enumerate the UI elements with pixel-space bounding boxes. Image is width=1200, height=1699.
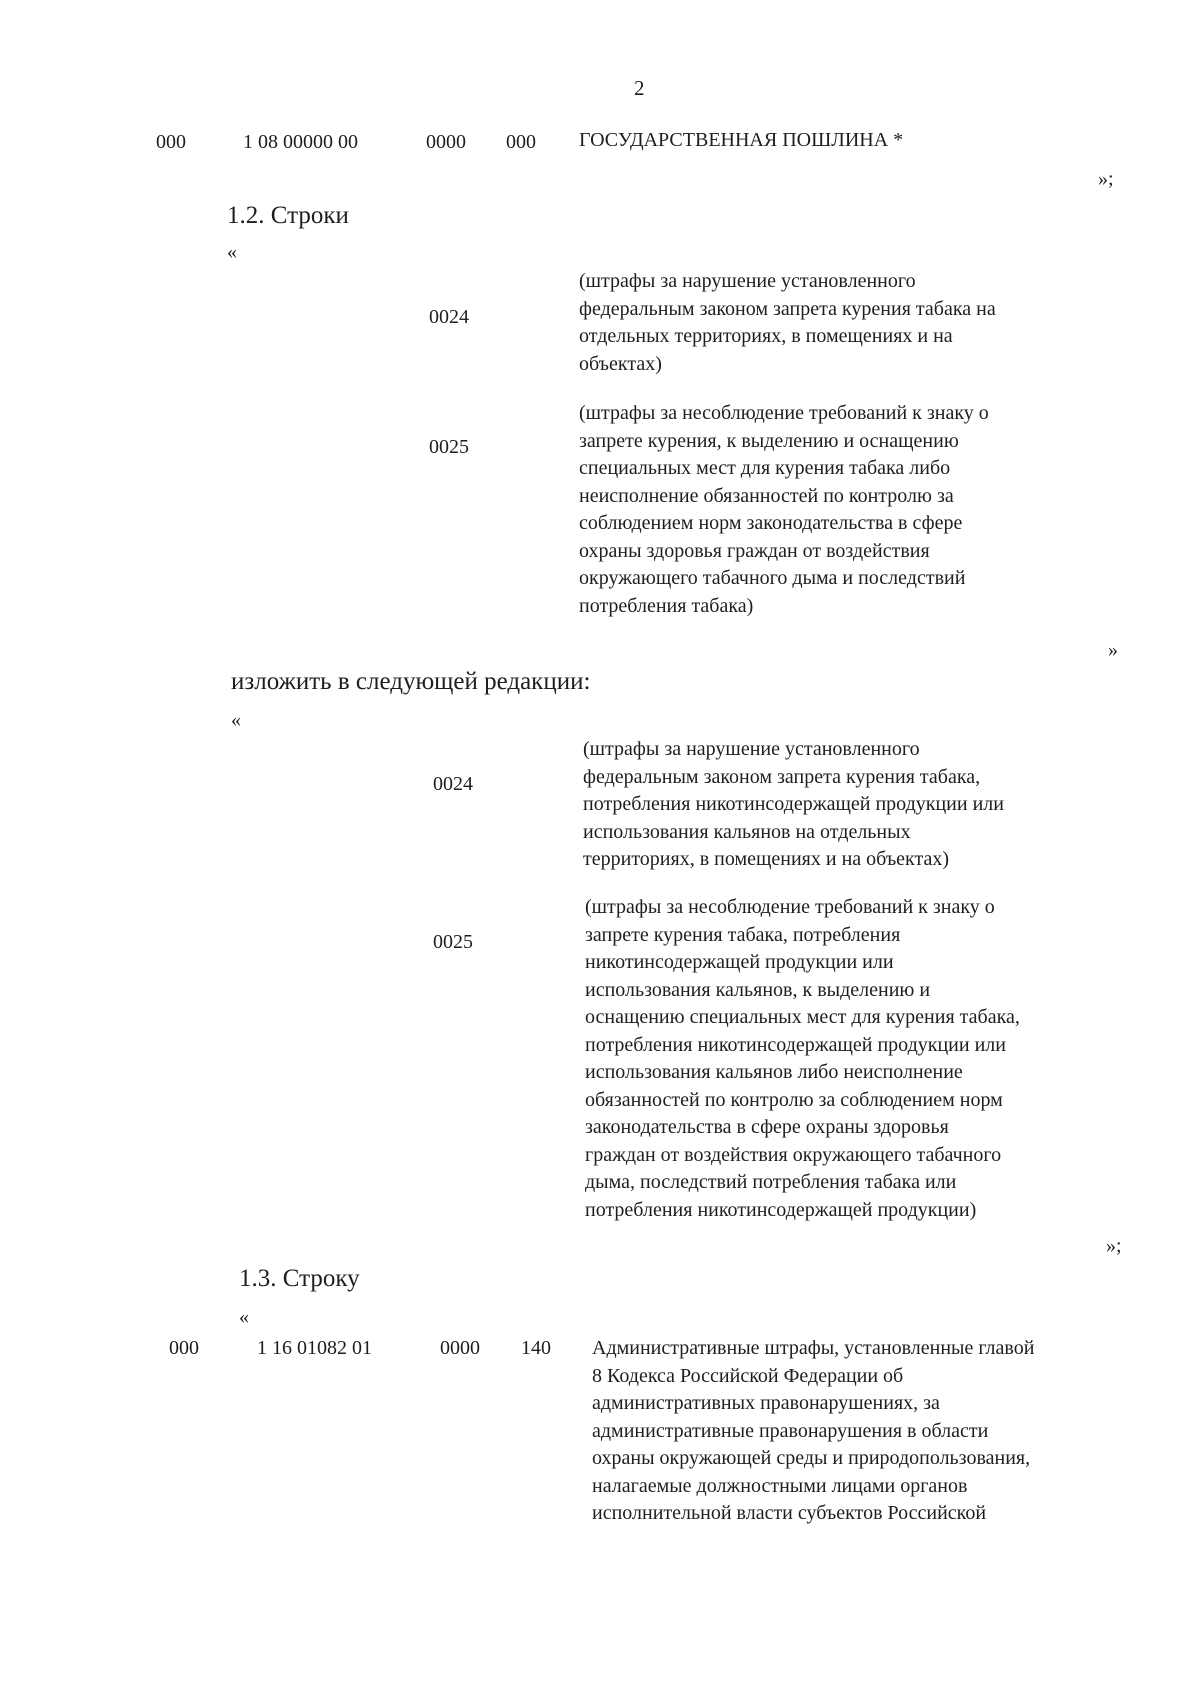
description-line: оснащению специальных мест для курения табака, [585, 1006, 1020, 1028]
row-description [583, 736, 1103, 874]
row-code: 0024 [433, 773, 473, 795]
description-line: (штрафы за нарушение установленного [583, 738, 920, 760]
new-edition-heading: изложить в следующей редакции: [231, 668, 591, 695]
kbk-code: 1 16 01082 01 [257, 1337, 372, 1359]
description-line: потребления никотинсодержащей продукции или [585, 1033, 1006, 1056]
description-line: (штрафы за несоблюдение требований к знаку о [585, 896, 995, 918]
description-line: федеральным законом запрета курения табака на [579, 297, 996, 320]
row-code: 0024 [429, 306, 469, 328]
description-line: граждан от воздействия окружающего табачного [585, 1143, 1002, 1166]
description-line: обязанностей по контролю за соблюдением норм [585, 1088, 1003, 1111]
description-line: (штрафы за нарушение установленного [579, 270, 916, 292]
description-line: административные правонарушения в области [592, 1419, 989, 1442]
open-quote: « [231, 709, 241, 731]
row-description [579, 268, 1099, 378]
kbk-code: 1 08 00000 00 [243, 131, 358, 153]
close-quote: »; [1106, 1235, 1122, 1257]
section-heading-1-3: 1.3. Строку [239, 1265, 360, 1292]
row-code: 0025 [429, 436, 469, 458]
description-line: соблюдением норм законодательства в сфере [579, 512, 963, 534]
description-line: использования кальянов на отдельных [583, 820, 911, 843]
econ-code: 000 [506, 131, 536, 153]
description-line: охраны здоровья граждан от воздействия [579, 539, 930, 562]
description-line: Административные штрафы, установленные главой [592, 1337, 1035, 1359]
row-description [579, 400, 1099, 620]
description-line: потребления никотинсодержащей продукции) [585, 1198, 977, 1221]
program-code: 0000 [440, 1337, 480, 1359]
description-line: потребления никотинсодержащей продукции или [583, 793, 1004, 815]
description-line: федеральным законом запрета курения табака, [583, 765, 981, 788]
close-quote: » [1108, 639, 1118, 661]
admin-code: 000 [156, 131, 186, 153]
description-line: отдельных территориях, в помещениях и на [579, 325, 953, 347]
description-line: запрете курения, к выделению и оснащению [579, 429, 959, 452]
close-quote: »; [1098, 168, 1114, 190]
description-line: дыма, последствий потребления табака или [585, 1171, 957, 1193]
description-line: охраны окружающей среды и природопользования, [592, 1447, 1031, 1469]
open-quote: « [227, 241, 237, 263]
description-line: неисполнение обязанностей по контролю за [579, 484, 954, 507]
econ-code: 140 [521, 1337, 551, 1359]
description-line: налагаемые должностными лицами органов [592, 1474, 968, 1497]
row-description [592, 1335, 1132, 1528]
program-code: 0000 [426, 131, 466, 153]
description-line: административных правонарушениях, за [592, 1392, 940, 1414]
row-code: 0025 [433, 931, 473, 953]
description-line: запрете курения табака, потребления [585, 923, 901, 946]
description-line: потребления табака) [579, 594, 754, 617]
description-line: использования кальянов либо неисполнение [585, 1061, 963, 1083]
admin-code: 000 [169, 1337, 199, 1359]
description-line: никотинсодержащей продукции или [585, 951, 894, 973]
row-description: ГОСУДАРСТВЕННАЯ ПОШЛИНА * [579, 129, 904, 151]
section-heading-1-2: 1.2. Строки [227, 202, 349, 229]
description-line: специальных мест для курения табака либо [579, 457, 951, 479]
description-line: исполнительной власти субъектов Российской [592, 1502, 987, 1524]
description-line: 8 Кодекса Российской Федерации об [592, 1364, 904, 1387]
description-line: объектах) [579, 352, 662, 375]
row-description [585, 894, 1115, 1224]
description-line: использования кальянов, к выделению и [585, 978, 931, 1001]
description-line: законодательства в сфере охраны здоровья [585, 1116, 949, 1138]
description-line: окружающего табачного дыма и последствий [579, 567, 966, 589]
page-number: 2 [634, 76, 645, 100]
description-line: (штрафы за несоблюдение требований к знаку о [579, 402, 989, 424]
description-line: территориях, в помещениях и на объектах) [583, 848, 950, 870]
open-quote: « [239, 1306, 249, 1328]
